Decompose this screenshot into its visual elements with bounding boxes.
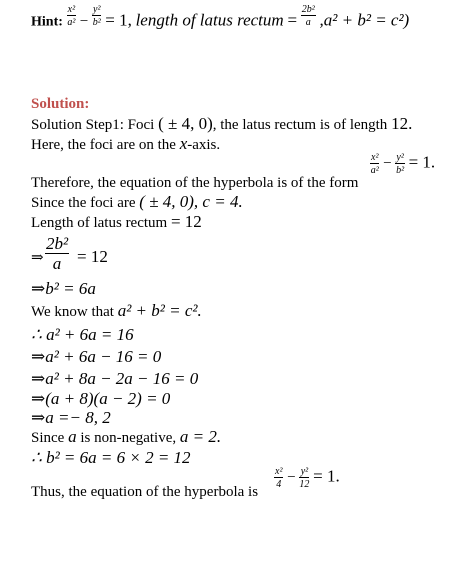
since-a-value: a = 2. <box>179 427 222 446</box>
form-frac1-den: a² <box>370 165 379 176</box>
form-text: Therefore, the equation of the hyperbola is of the form <box>31 175 359 191</box>
foci-axis-x: x <box>179 134 188 153</box>
thus-frac1-den: 4 <box>276 479 282 490</box>
we-know-math: a² + b² = c². <box>117 301 202 320</box>
form-line <box>31 174 358 192</box>
since-foci-line <box>31 193 243 212</box>
hint-eq1: = 1, <box>105 10 132 30</box>
step1-foci: ( ± 4, 0) <box>158 114 213 133</box>
hint-fraction-y <box>92 4 101 28</box>
hint-eq2: = <box>287 10 298 30</box>
hint-fraction-x <box>67 4 76 28</box>
latus-frac-num: 2b² <box>46 234 69 253</box>
hint-fraction-latus <box>301 4 316 28</box>
step1-text: Solution Step1: Foci <box>31 117 155 133</box>
equation-a: ⇒a² + 6a − 16 = 0 <box>31 347 162 366</box>
thus-frac2-den: 12 <box>299 479 310 490</box>
form-frac2-num: y² <box>396 152 404 163</box>
hint-label: Hint: <box>31 14 63 30</box>
since-a-var: a <box>68 427 77 446</box>
latus-text: Length of latus rectum <box>31 215 168 231</box>
thus-equation <box>274 466 340 490</box>
since-a-line <box>31 428 221 447</box>
since-a-text1: Since <box>31 430 65 446</box>
b-squared-line: ⇒b² = 6a <box>31 279 96 298</box>
thus-text: Thus, the equation of the hyperbola is <box>31 484 259 500</box>
latus-frac-eq: = 12 <box>77 247 108 266</box>
thus-frac-y <box>299 466 309 490</box>
latus-fraction <box>45 235 69 273</box>
hint-frac3-num: 2b² <box>301 4 315 15</box>
step1-length: 12. <box>391 114 413 133</box>
hint-frac2-den: b² <box>92 17 101 28</box>
hint-frac1-num: x² <box>67 4 76 15</box>
thus-line <box>31 483 258 501</box>
we-know-line <box>31 302 202 321</box>
hint-frac1-den: a² <box>67 17 76 28</box>
form-equation <box>370 152 435 176</box>
foci-axis-text: Here, the foci are on the <box>31 137 176 153</box>
we-know-text: We know that <box>31 304 114 320</box>
form-minus: − <box>383 155 392 172</box>
thus-eq: = 1. <box>313 466 340 486</box>
solution-heading: Solution: <box>31 96 90 112</box>
hint-length-text: length of latus rectum <box>135 10 284 30</box>
latus-value: = 12 <box>170 212 202 231</box>
thus-minus: − <box>287 469 296 486</box>
step1-latus: , the latus rectum is of length <box>212 117 388 133</box>
therefore-eq-line: ∴ a² + 6a = 16 <box>31 325 134 344</box>
form-eq: = 1. <box>408 152 436 172</box>
form-frac2-den: b² <box>396 165 405 176</box>
equation-d: ⇒a =− 8, 2 <box>31 408 111 427</box>
latus-line <box>31 213 202 232</box>
thus-frac-x <box>274 466 283 490</box>
hint-frac2-num: y² <box>93 4 101 15</box>
hint-rest: ,a² + b² = c²) <box>319 10 410 30</box>
form-frac-y <box>395 152 404 176</box>
hint-frac3-den: a <box>305 17 311 28</box>
since-foci-text: Since the foci are <box>31 195 136 211</box>
hint-minus: − <box>79 13 89 30</box>
arrow-symbol: ⇒ <box>31 250 44 266</box>
equation-b: ⇒a² + 8a − 2a − 16 = 0 <box>31 369 199 388</box>
foci-axis-line <box>31 135 220 154</box>
thus-frac1-num: x² <box>275 466 283 477</box>
thus-frac2-num: y² <box>300 466 309 477</box>
latus-frac-den: a <box>52 254 62 273</box>
since-a-text2: is non-negative, <box>80 430 177 446</box>
step1-line <box>31 115 412 134</box>
hint-line <box>31 4 410 34</box>
b-final-line: ∴ b² = 6a = 6 × 2 = 12 <box>31 448 191 467</box>
foci-axis-rest: -axis. <box>187 137 221 153</box>
form-frac1-num: x² <box>371 152 379 163</box>
equation-c: ⇒(a + 8)(a − 2) = 0 <box>31 389 171 408</box>
form-frac-x <box>370 152 379 176</box>
since-foci-math: ( ± 4, 0), c = 4. <box>139 192 243 211</box>
